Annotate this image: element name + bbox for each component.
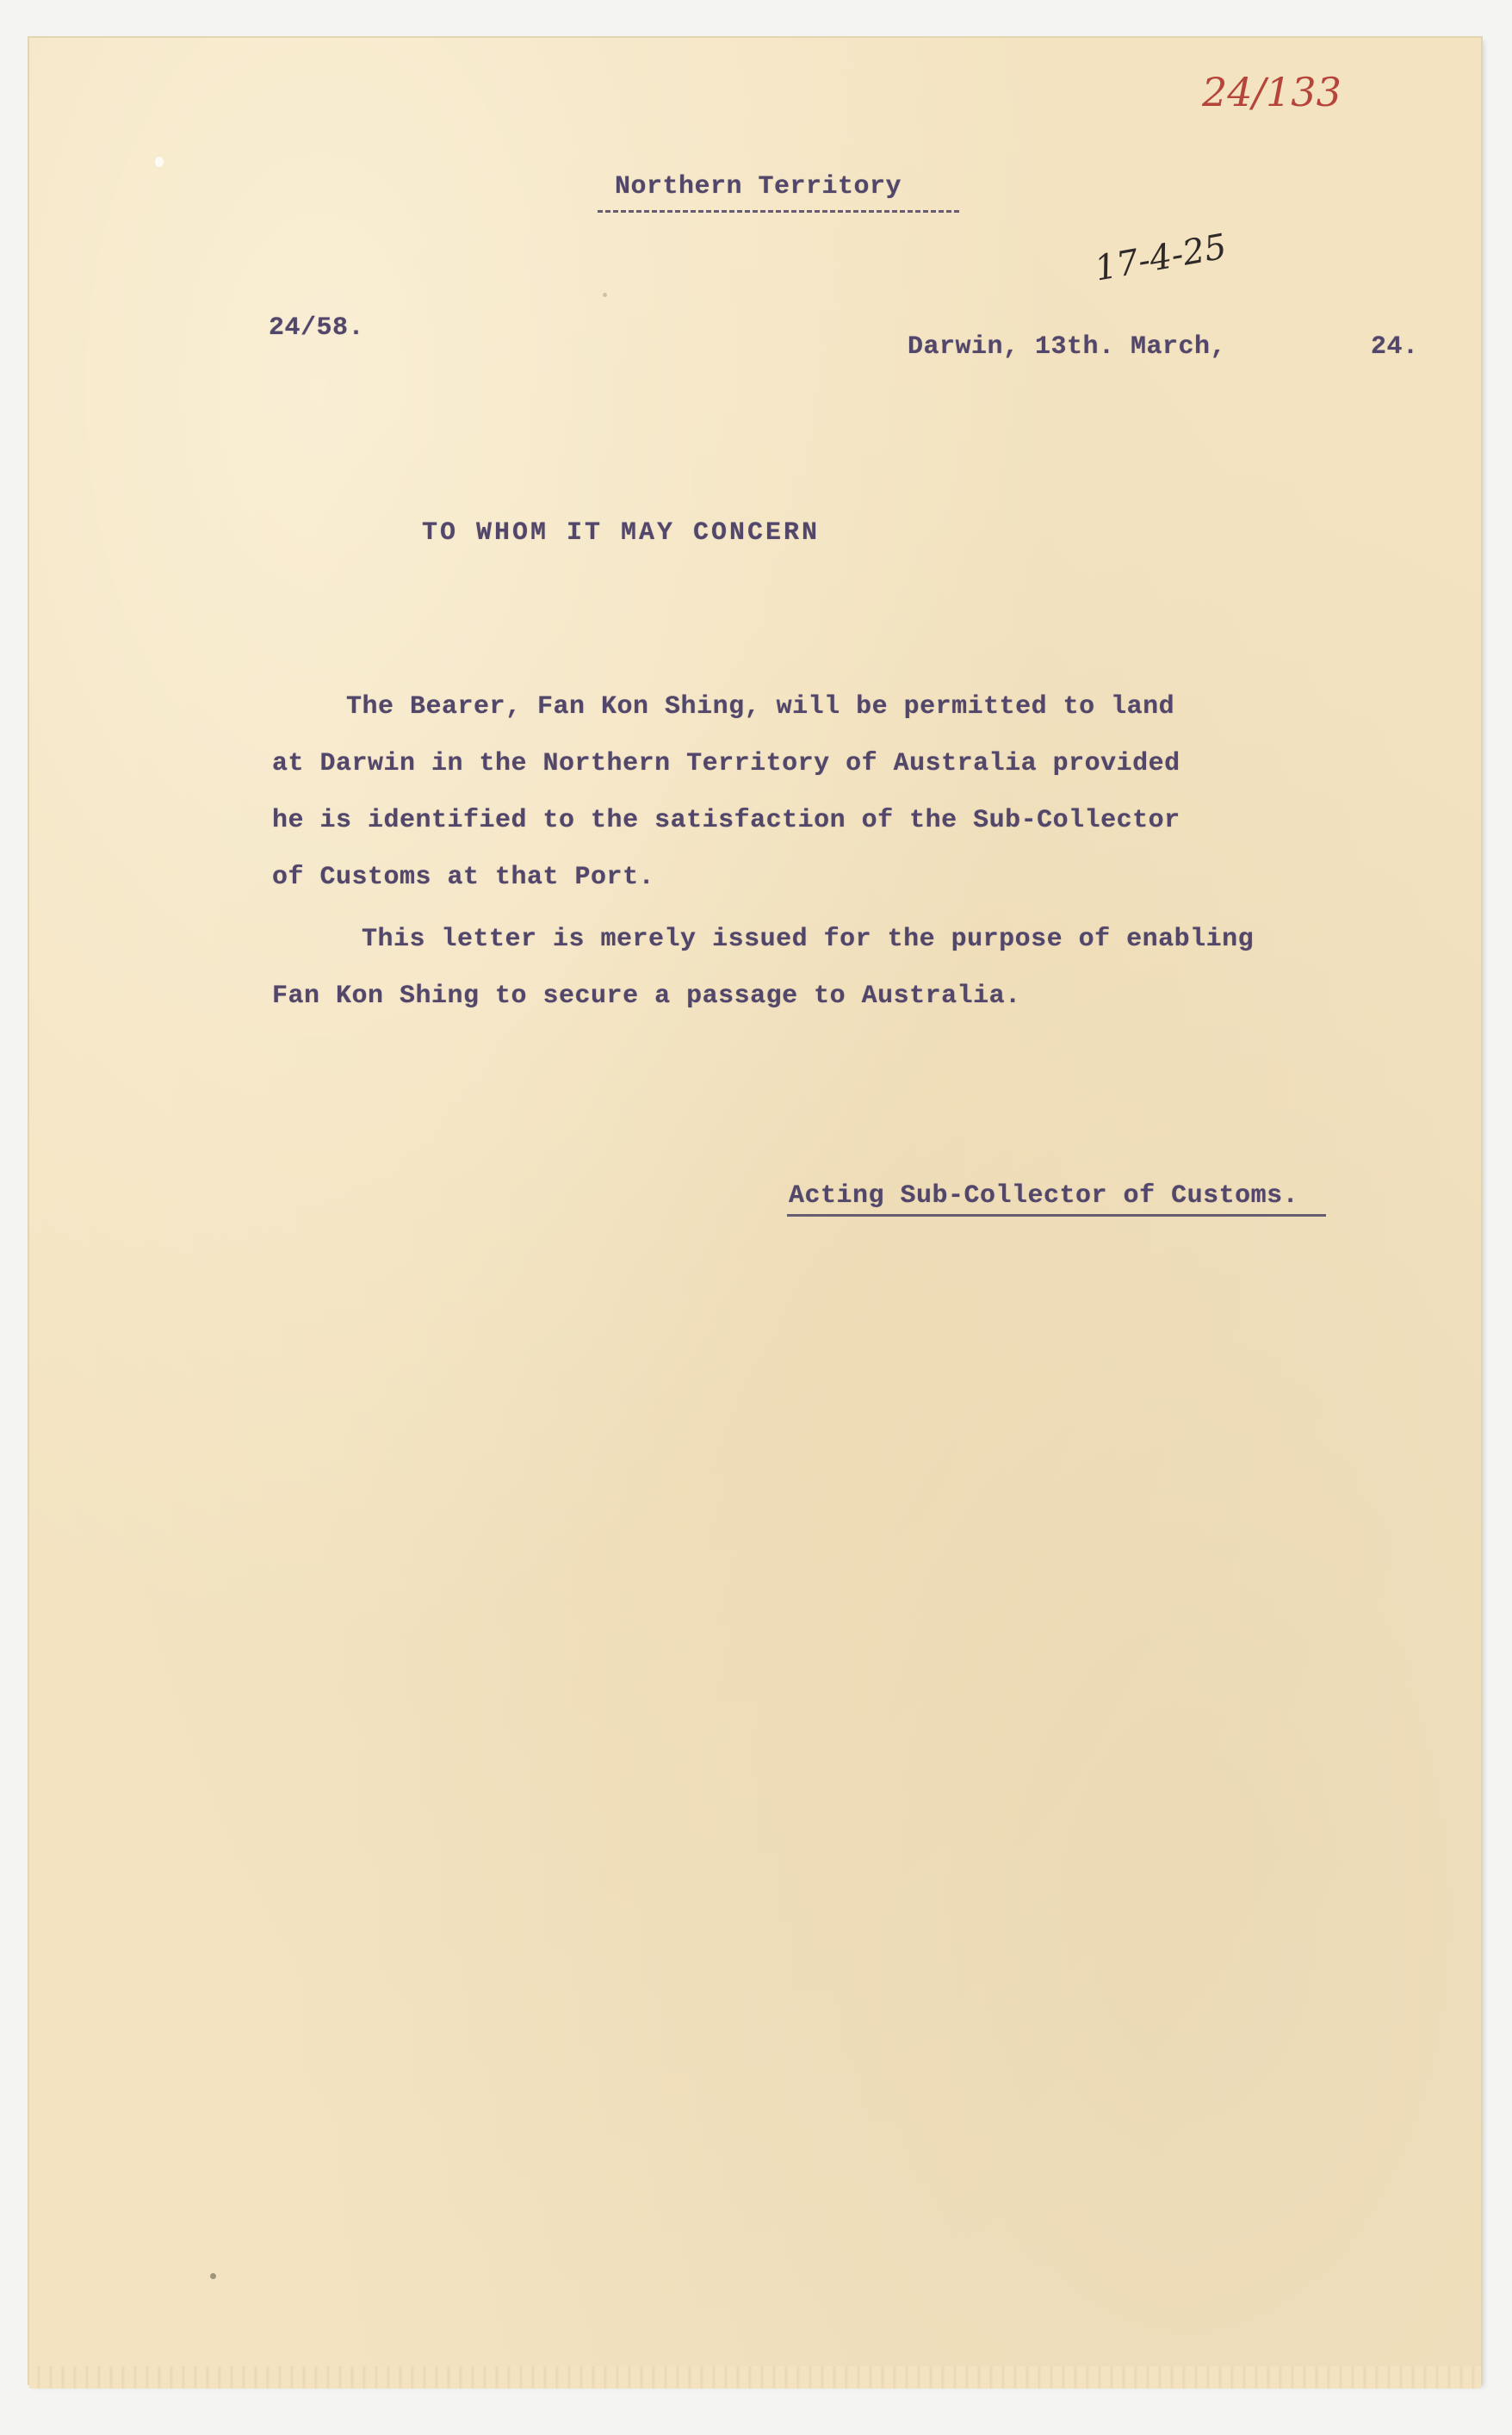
body-line: at Darwin in the Northern Territory of Australia provided [272,749,1180,778]
body-line: Fan Kon Shing to secure a passage to Australia. [272,982,1021,1011]
salutation: TO WHOM IT MAY CONCERN [422,518,821,548]
body-line: This letter is merely issued for the purpose of enabling [362,925,1255,954]
body-line: The Bearer, Fan Kon Shing, will be permitted to land [346,692,1175,722]
paper-speck [155,157,164,167]
place-and-date: Darwin, 13th. March, [908,332,1227,362]
file-number: 24/58. [269,313,365,343]
signature-underline [787,1214,1326,1217]
body-line: he is identified to the satisfaction of the Sub-Collector [272,806,1180,835]
signature-title: Acting Sub-Collector of Customs. [789,1181,1299,1211]
document-heading: Northern Territory [615,172,902,201]
document-page [29,38,1481,2383]
body-line: of Customs at that Port. [272,863,655,892]
paper-speck [603,293,607,297]
paper-speck [210,2273,216,2279]
heading-underline [598,210,959,213]
year: 24. [1371,332,1419,362]
paper-torn-edge [29,2366,1481,2389]
handwritten-file-reference: 24/133 [1202,69,1342,115]
handwritten-date: 17-4-25 [1092,226,1230,289]
